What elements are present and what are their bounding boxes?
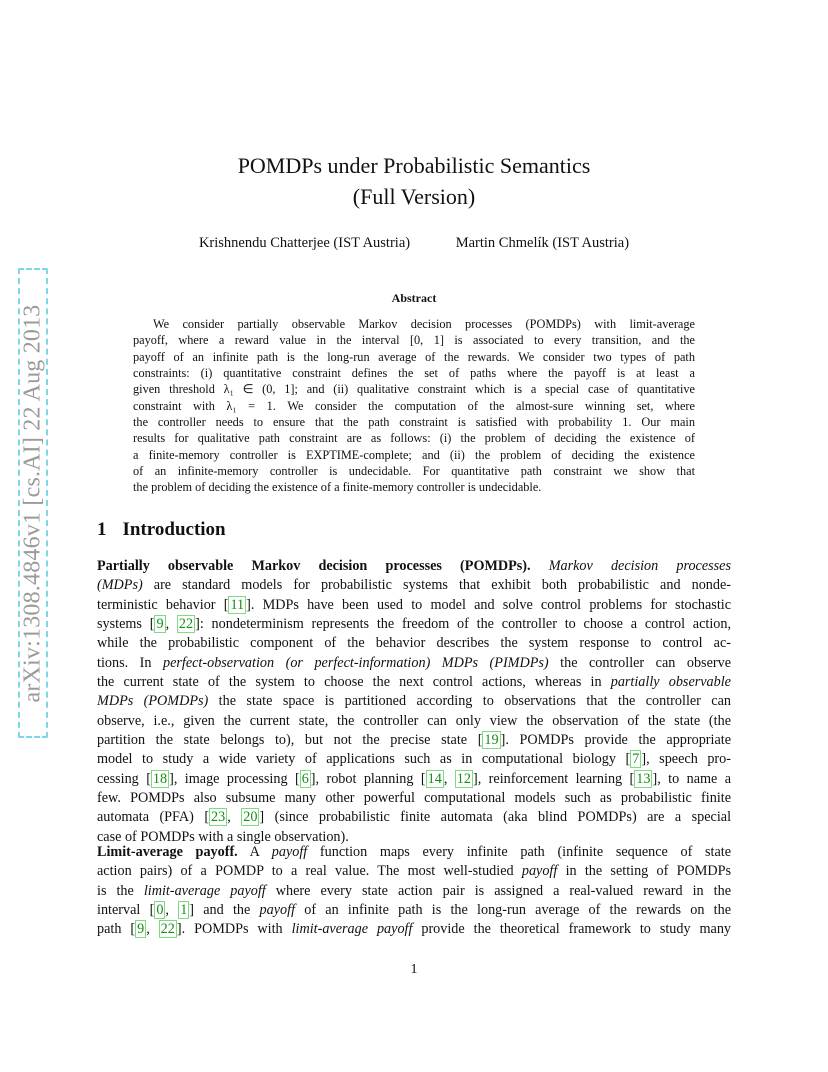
paragraph-lead: Limit-average payoff. (97, 844, 238, 860)
paragraph-line: MDPs (POMDPs) the state space is partitioned according to observations that the controller can (97, 693, 731, 710)
abstract-line: of an infinite-memory controller is undecidable. For quantitative path constraint we show that (133, 464, 695, 479)
abstract-line: constraint with λ₁ = 1. We consider the computation of the almost-sure winning set, where (133, 398, 695, 413)
paragraph-pomdps (97, 557, 731, 847)
title-line-1: POMDPs under Probabilistic Semantics (237, 153, 591, 178)
abstract-line: payoff of an infinite path is the long-run average of the rewards. We consider two types of path (133, 349, 695, 364)
paragraph-line: (MDPs) are standard models for probabilistic systems that exhibit both probabilistic and nonde- (97, 577, 731, 594)
citation-link[interactable]: 6 (301, 770, 309, 787)
emphasis-text: MDPs (POMDPs) (97, 693, 209, 710)
paragraph-line: case of POMDPs with a single observation). (97, 828, 349, 845)
paragraph-line: automata (PFA) [ 23 , 20 ] (since probabilistic finite automata (aka blind POMDPs) are a special (97, 809, 731, 826)
abstract-heading: Abstract (391, 291, 437, 305)
citation-link[interactable]: 12 (456, 770, 471, 787)
paragraph-line: model to study a wide variety of applications such as in computational biology [ 7 ], speech pro- (97, 751, 731, 768)
abstract-line: payoff, where a reward value in the interval [0, 1] is associated to every transition, and the (133, 333, 695, 348)
author-list (0, 235, 828, 252)
emphasis-text: payoff (271, 844, 308, 860)
paper-title (0, 150, 828, 212)
citation-link[interactable]: 7 (632, 751, 640, 768)
abstract-line: the problem of deciding the existence of a finite-memory controller is undecidable. (133, 480, 542, 495)
emphasis-text: limit-average (143, 882, 221, 899)
emphasis-text: partially observable (610, 674, 731, 691)
citation-link[interactable]: 23 (211, 809, 226, 826)
citation-link[interactable]: 22 (160, 921, 175, 938)
citation-link[interactable]: 14 (427, 770, 442, 787)
author-1: Krishnendu Chatterjee (IST Austria) (198, 235, 411, 251)
abstract-line: We consider partially observable Markov decision processes (POMDPs) with limit-average (153, 317, 695, 331)
abstract-line: results for qualitative path constraint are as follows: (i) the problem of deciding the existence of (133, 431, 695, 446)
emphasis-text: payoff (259, 902, 296, 919)
citation-link[interactable]: 19 (484, 732, 499, 749)
abstract-line: given threshold λ₁ ∈ (0, 1]; and (ii) qualitative constraint which is a special case of quantitative (133, 382, 695, 397)
abstract-body (133, 316, 695, 496)
paragraph-line: while the probabilistic component of the behavior describes the system response to control ac- (97, 635, 731, 652)
paragraph-line: systems [ 9 , 22 ]: nondeterminism represents the freedom of the controller to choose a control action, (97, 616, 731, 633)
paragraph-line: cessing [ 18 ], image processing [ 6 ], robot planning [ 14 , 12 ], reinforcement learning [ 13 ], to name a (97, 770, 731, 787)
emphasis-text: limit-average (291, 921, 369, 938)
citation-link[interactable]: 0 (156, 902, 164, 919)
title-line-2: (Full Version) (352, 184, 476, 209)
paragraph-line (97, 843, 731, 862)
citation-link[interactable]: 1 (180, 902, 188, 919)
paragraph-line: observe, i.e., given the current state, the controller can only view the observation of the state (the (97, 712, 731, 729)
section-title: Introduction (122, 519, 226, 540)
arxiv-stamp (18, 268, 48, 738)
paragraph-line: path [ 9 , 22 ]. POMDPs with limit-average payoff provide the theoretical framework to study many (97, 921, 731, 938)
paragraph-lead: Partially observable Markov decision processes (POMDPs). (97, 558, 531, 574)
citation-link[interactable]: 18 (152, 770, 168, 787)
emphasis-text: payoff (230, 882, 266, 899)
citation-link[interactable]: 9 (137, 921, 145, 938)
paragraph-line (97, 557, 731, 576)
abstract-line: constraints: (i) quantitative constraint defines the set of paths where the payoff is at least a (133, 366, 695, 381)
author-2: Martin Chmelík (IST Austria) (455, 235, 630, 251)
emphasis-text: payoff (521, 863, 558, 880)
paragraph-line: few. POMDPs also subsume many other powerful computational models such as probabilistic finite (97, 790, 731, 807)
emphasis-text: perfect-observation (or perfect-information) MDPs (PIMDPs) (162, 654, 549, 671)
paragraph-line-text: Markov decision processes (530, 558, 731, 574)
paragraph-limit-average (97, 843, 731, 940)
abstract-line: the controller needs to ensure that the path constraint is satisfied with probability 1. Our main (133, 415, 695, 430)
paragraph-line: interval [ 0 , 1 ] and the payoff of an infinite path is the long-run average of the rewards on the (97, 902, 731, 919)
section-number: 1 (97, 519, 107, 540)
page-number: 1 (410, 962, 418, 977)
paragraph-line: terministic behavior [ 11 ]. MDPs have been used to model and solve control problems for stochastic (97, 596, 731, 613)
paragraph-line: action pairs) of a POMDP to a real value. The most well-studied payoff in the setting of POMDPs (97, 863, 731, 880)
citation-link[interactable]: 22 (178, 616, 194, 633)
paragraph-line: tions. In perfect-observation (or perfect-information) MDPs (PIMDPs) the controller can observe (97, 654, 731, 671)
citation-link[interactable]: 9 (156, 616, 164, 633)
citation-link[interactable]: 20 (243, 809, 258, 826)
paragraph-line: the current state of the system to choose the next control actions, whereas in partially observable (97, 674, 731, 691)
section-heading (97, 519, 226, 541)
emphasis-text: (MDPs) (97, 577, 143, 594)
citation-link[interactable]: 13 (636, 770, 651, 787)
abstract-line: a finite-memory controller is EXPTIME-complete; and (ii) the problem of deciding the existence (133, 447, 695, 462)
emphasis-text: payoff (376, 921, 413, 938)
arxiv-identifier[interactable]: arXiv:1308.4846v1 [cs.AI] 22 Aug 2013 (19, 303, 46, 703)
paragraph-line: is the limit-average payoff where every state action pair is assigned a real-valued reward in the (97, 882, 731, 899)
citation-link[interactable]: 11 (230, 596, 245, 613)
paragraph-line-text: A payoff function maps every infinite path (infinite sequence of state (249, 844, 731, 860)
paragraph-line: partition the state belongs to), but not the precise state [ 19 ]. POMDPs provide the appropriate (97, 732, 731, 749)
